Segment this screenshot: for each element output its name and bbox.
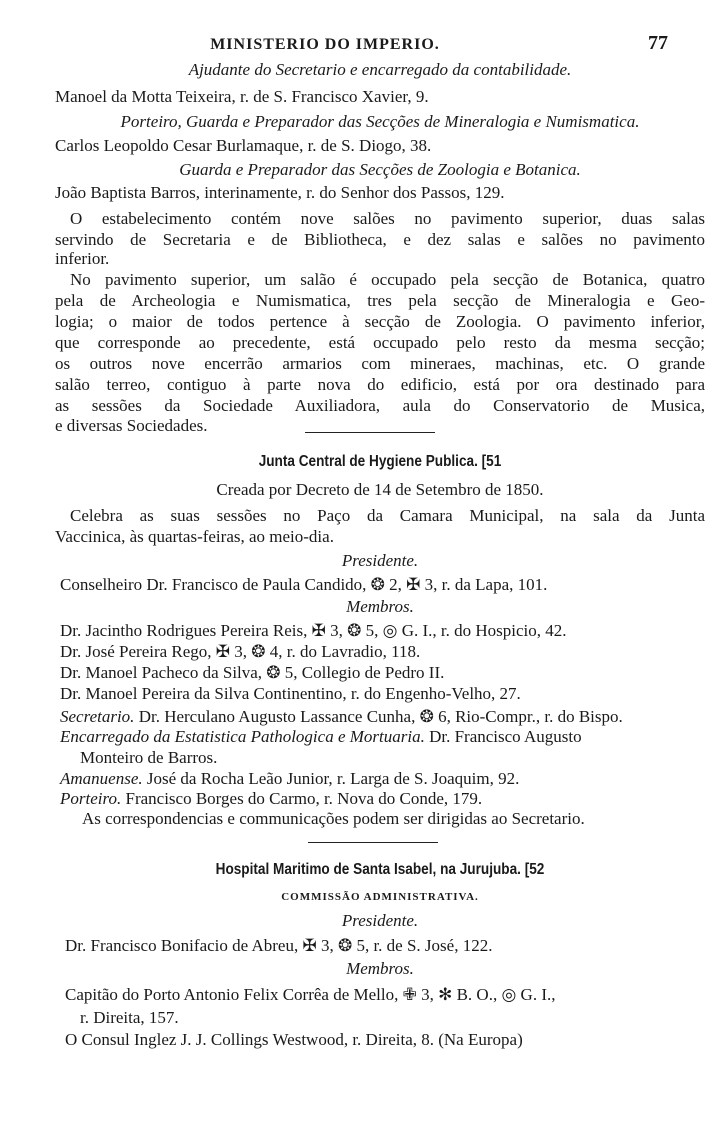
member-entry: Dr. Manoel Pacheco da Silva, ❂ 5, Collegio de Pedro II. bbox=[60, 663, 445, 682]
staff-entry bbox=[60, 769, 710, 789]
paragraph-line: que corresponde ao precedente, está occupado pelo resto da mesma secção; bbox=[55, 333, 705, 352]
member-entry-continued: r. Direita, 157. bbox=[80, 1008, 179, 1027]
paragraph-line: Celebra as suas sessões no Paço da Camara Municipal, na sala da Junta bbox=[70, 506, 705, 525]
paragraph-line: as sessões da Sociedade Auxiliadora, aula do Conservatorio de Musica, bbox=[55, 396, 705, 415]
page-number: 77 bbox=[648, 32, 668, 54]
paragraph-line: inferior. bbox=[55, 249, 110, 268]
paragraph-line: e diversas Sociedades. bbox=[55, 416, 208, 435]
section-divider bbox=[308, 842, 438, 843]
role-heading: Presidente. bbox=[341, 551, 419, 570]
member-entry: Dr. José Pereira Rego, ✠ 3, ❂ 4, r. do Lavradio, 118. bbox=[60, 642, 421, 661]
staff-entry-continued: Monteiro de Barros. bbox=[80, 748, 218, 767]
section-title: Hospital Maritimo de Santa Isabel, na Jurujuba. [52 bbox=[215, 861, 545, 878]
member-entry: Dr. Manoel Pereira da Silva Continentino, r. do Engenho-Velho, 27. bbox=[60, 684, 521, 703]
role-heading: Membros. bbox=[346, 959, 414, 978]
paragraph-line: os outros nove encerrão armarios com mineraes, machinas, etc. O grande bbox=[55, 354, 705, 373]
role-label: Amanuense. bbox=[60, 769, 143, 788]
staff-name: Dr. Herculano Augusto Lassance Cunha, ❂ 6, Rio-Compr., r. do Bispo. bbox=[138, 707, 623, 726]
role-label: Encarregado da Estatistica Pathologica e Mortuaria. bbox=[60, 727, 425, 746]
paragraph-line: O estabelecimento contém nove salões no pavimento superior, duas salas bbox=[70, 209, 705, 228]
staff-entry bbox=[60, 789, 710, 809]
paragraph-line: pela de Archeologia e Numismatica, tres pela secção de Mineralogia e Geo- bbox=[55, 291, 705, 310]
role-heading: Porteiro, Guarda e Preparador das Secções de Mineralogia e Numismatica. bbox=[120, 112, 640, 131]
staff-name: José da Rocha Leão Junior, r. Larga de S. Joaquim, 92. bbox=[146, 769, 520, 788]
paragraph-line: No pavimento superior, um salão é occupado pela secção de Botanica, quatro bbox=[70, 270, 705, 289]
role-heading: Guarda e Preparador das Secções de Zoologia e Botanica. bbox=[179, 160, 581, 179]
role-label: Porteiro. bbox=[60, 789, 122, 808]
paragraph-line: servindo de Secretaria e de Bibliotheca, e dez salas e salões no pavimento bbox=[55, 230, 705, 249]
staff-name: Francisco Borges do Carmo, r. Nova do Conde, 179. bbox=[125, 789, 483, 808]
section-title: Junta Central de Hygiene Publica. [51 bbox=[258, 453, 502, 470]
role-label: Secretario. bbox=[60, 707, 135, 726]
paragraph-line: Vaccinica, às quartas-feiras, ao meio-dia. bbox=[55, 527, 334, 546]
staff-entry: João Baptista Barros, interinamente, r. do Senhor dos Passos, 129. bbox=[55, 183, 505, 202]
staff-entry: Carlos Leopoldo Cesar Burlamaque, r. de S. Diogo, 38. bbox=[55, 136, 432, 155]
role-heading: Membros. bbox=[346, 597, 414, 616]
member-entry: Dr. Jacintho Rodrigues Pereira Reis, ✠ 3, ❂ 5, ◎ G. I., r. do Hospicio, 42. bbox=[60, 621, 567, 640]
staff-name: Dr. Francisco Augusto bbox=[429, 727, 582, 746]
section-divider bbox=[305, 432, 435, 433]
member-entry: Capitão do Porto Antonio Felix Corrêa de Mello, ✙ 3, ✻ B. O., ◎ G. I., bbox=[65, 985, 556, 1004]
creation-note: Creada por Decreto de 14 de Setembro de 1850. bbox=[216, 480, 544, 499]
president-entry: Dr. Francisco Bonifacio de Abreu, ✠ 3, ❂ 5, r. de S. José, 122. bbox=[65, 936, 493, 955]
paragraph-line: logia; o maior de todos pertence à secção de Zoologia. O pavimento inferior, bbox=[55, 312, 705, 331]
role-heading: Ajudante do Secretario e encarregado da contabilidade. bbox=[188, 60, 572, 79]
running-title: MINISTERIO DO IMPERIO. bbox=[210, 36, 440, 53]
paragraph-line: salão terreo, contiguo à parte nova do edificio, está por ora destinado para bbox=[55, 375, 705, 394]
staff-entry: Manoel da Motta Teixeira, r. de S. Francisco Xavier, 9. bbox=[55, 87, 429, 106]
commission-heading: COMMISSÃO ADMINISTRATIVA. bbox=[281, 891, 479, 903]
president-entry: Conselheiro Dr. Francisco de Paula Candido, ❂ 2, ✠ 3, r. da Lapa, 101. bbox=[60, 575, 548, 594]
staff-entry bbox=[60, 707, 710, 727]
correspondence-note: As correspondencias e communicações podem ser dirigidas ao Secretario. bbox=[82, 809, 585, 828]
member-entry: O Consul Inglez J. J. Collings Westwood, r. Direita, 8. (Na Europa) bbox=[65, 1030, 523, 1049]
staff-entry bbox=[60, 727, 710, 747]
role-heading: Presidente. bbox=[341, 911, 419, 930]
